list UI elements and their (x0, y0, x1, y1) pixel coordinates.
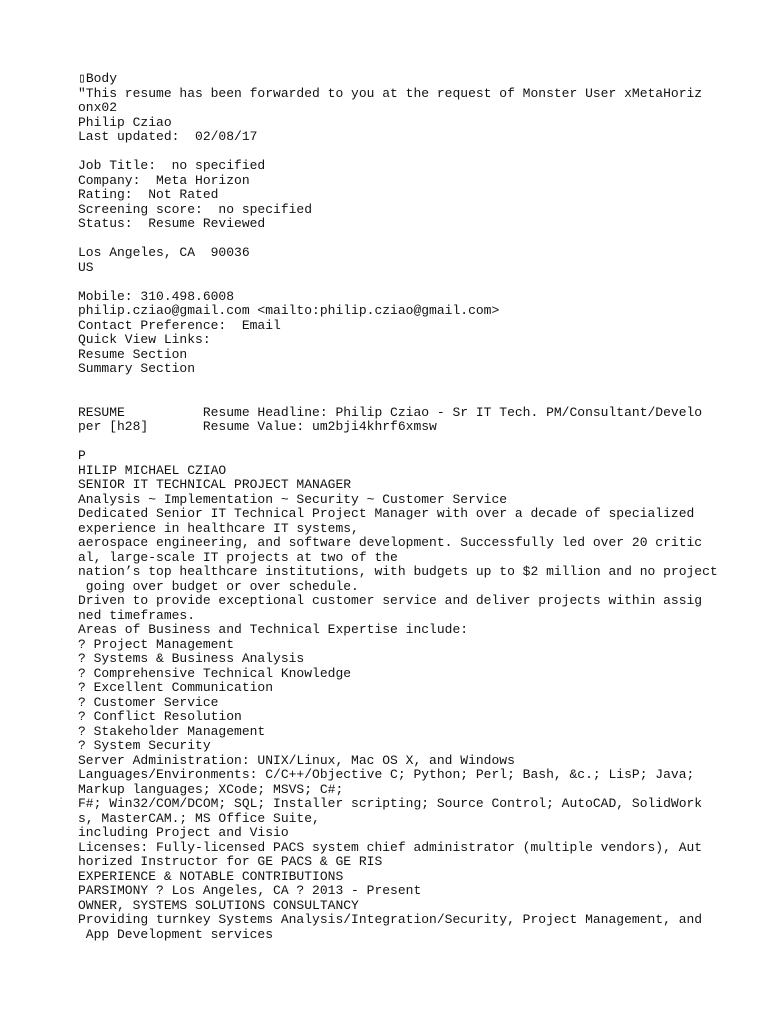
languages-line-5: including Project and Visio (78, 825, 289, 840)
mobile: Mobile: 310.498.6008 (78, 288, 235, 304)
summary-section-link: Summary Section (78, 361, 196, 376)
headline-title: SENIOR IT TECHNICAL PROJECT MANAGER (78, 477, 352, 492)
summary-line-6: going over budget or over schedule. (78, 578, 359, 594)
job-employer: PARSIMONY ? Los Angeles, CA ? 2013 - Present (78, 883, 422, 898)
expertise-item: ? Conflict Resolution (78, 709, 242, 724)
contact-preference: Contact Preference: Email (78, 317, 281, 333)
expertise-heading: Areas of Business and Technical Expertise include: (78, 622, 469, 637)
rating: Rating: Not Rated (78, 187, 219, 202)
job-title: Job Title: no specified (78, 158, 266, 173)
expertise-item: ? Project Management (78, 636, 235, 652)
screening-score: Screening score: no specified (78, 201, 313, 217)
blank-line (78, 275, 728, 290)
expertise-item: ? System Security (78, 738, 211, 753)
summary-line-7: Driven to provide exceptional customer service and deliver projects within assig (78, 593, 703, 608)
languages-line-2: Markup languages; XCode; MSVS; C#; (78, 781, 344, 797)
expertise-item: ? Comprehensive Technical Knowledge (78, 665, 352, 681)
forward-notice-line-2: onx02 (78, 100, 118, 115)
resume-headline-line-2: per [h28] Resume Value: um2bji4khrf6xmsw (78, 419, 437, 434)
job-desc-line-1: Providing turnkey Systems Analysis/Integration/Security, Project Management, and (78, 912, 703, 927)
summary-line-2: experience in healthcare IT systems, (78, 520, 359, 536)
languages-line-4: s, MasterCAM.; MS Office Suite, (78, 810, 320, 826)
expertise-item: ? Excellent Communication (78, 680, 274, 695)
licenses-line-2: horized Instructor for GE PACS & GE RIS (78, 854, 383, 869)
languages-line-3: F#; Win32/COM/DCOM; SQL; Installer scripting; Source Control; AutoCAD, SolidWork (78, 796, 703, 811)
resume-headline-line-1: RESUME Resume Headline: Philip Cziao - Sr IT Tech. PM/Consultant/Develo (78, 404, 703, 420)
expertise-item: ? Customer Service (78, 694, 219, 710)
resume-section-link: Resume Section (78, 346, 188, 362)
address-city: Los Angeles, CA 90036 (78, 245, 250, 260)
blank-line (78, 435, 728, 450)
forward-notice-line-1: "This resume has been forwarded to you at the request of Monster User xMetaHoriz (78, 85, 703, 101)
licenses-line-1: Licenses: Fully-licensed PACS system chief administrator (multiple vendors), Aut (78, 839, 703, 855)
dropcap-p: P (78, 448, 86, 463)
blank-line (78, 145, 728, 160)
last-updated: Last updated: 02/08/17 (78, 129, 258, 144)
quick-view-links: Quick View Links: (78, 332, 211, 347)
address-country: US (78, 259, 94, 275)
full-name: HILIP MICHAEL CZIAO (78, 462, 227, 478)
experience-heading: EXPERIENCE & NOTABLE CONTRIBUTIONS (78, 868, 344, 884)
summary-line-3: aerospace engineering, and software development. Successfully led over 20 critic (78, 535, 703, 550)
blank-line (78, 377, 728, 406)
email: philip.cziao@gmail.com <mailto:philip.cziao@gmail.com> (78, 303, 500, 318)
candidate-name: Philip Cziao (78, 114, 172, 130)
summary-line-1: Dedicated Senior IT Technical Project Manager with over a decade of specialized (78, 506, 695, 521)
status: Status: Resume Reviewed (78, 216, 266, 231)
body-marker: ▯Body (78, 71, 118, 86)
expertise-item: ? Stakeholder Management (78, 723, 266, 739)
job-role: OWNER, SYSTEMS SOLUTIONS CONSULTANCY (78, 897, 359, 913)
summary-line-8: ned timeframes. (78, 607, 196, 623)
server-admin: Server Administration: UNIX/Linux, Mac OS X, and Windows (78, 752, 515, 768)
focus-areas: Analysis ~ Implementation ~ Security ~ Customer Service (78, 491, 508, 507)
expertise-item: ? Systems & Business Analysis (78, 651, 305, 666)
blank-line (78, 232, 728, 247)
languages-line-1: Languages/Environments: C/C++/Objective C; Python; Perl; Bash, &c.; LisP; Java; (78, 767, 695, 782)
company: Company: Meta Horizon (78, 172, 250, 188)
summary-line-4: al, large-scale IT projects at two of the (78, 549, 398, 565)
summary-line-5: nation’s top healthcare institutions, with budgets up to $2 million and no project (78, 564, 718, 579)
job-desc-line-2: App Development services (78, 926, 274, 942)
